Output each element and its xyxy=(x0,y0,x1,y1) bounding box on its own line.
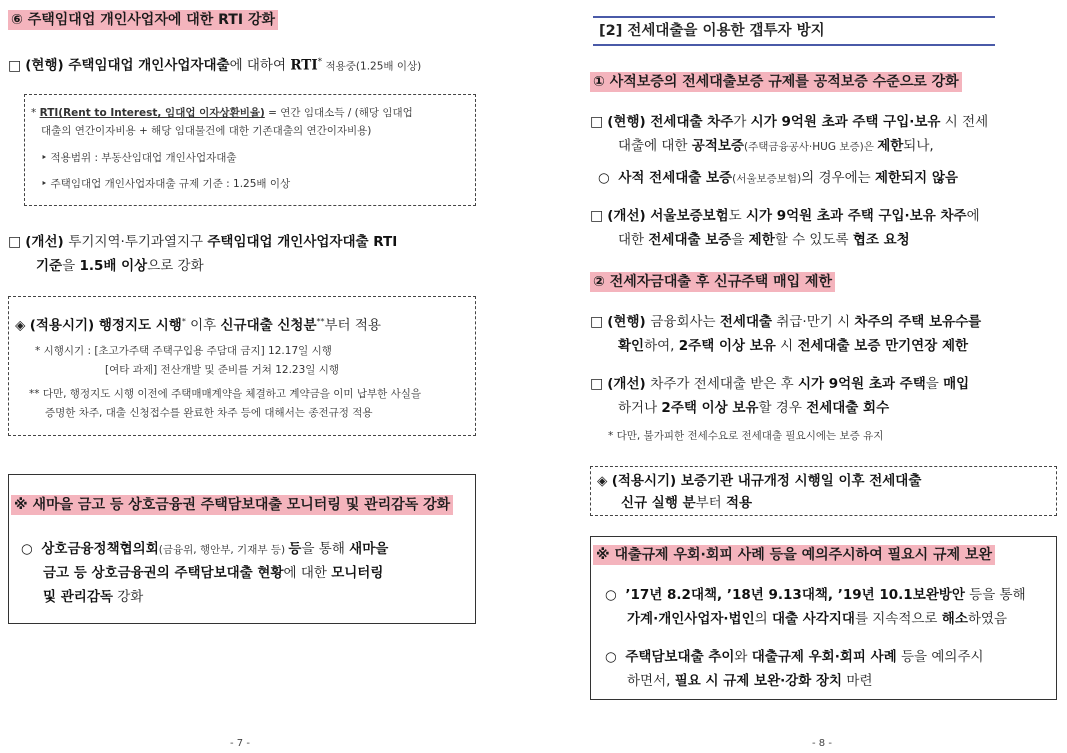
rti-definition-line1: * RTI(Rent to Interest, 임대업 이자상환비율) = 연간 임대소득 / (해당 임대업 xyxy=(31,107,413,119)
page-number-right: - 8 - xyxy=(812,738,832,749)
square-bullet-icon: □ xyxy=(590,208,604,224)
timing-note-3: ** 다만, 행정지도 시행 이전에 주택매매계약을 체결하고 계약금을 이미 납부한 사실을 xyxy=(29,388,422,400)
supplement-line2: 가계·개인사업자·법인의 대출 사각지대를 지속적으로 해소하였음 xyxy=(627,611,1007,627)
monitoring-heading: ※ 새마을 금고 등 상호금융권 주택담보대출 모니터링 및 관리감독 강화 xyxy=(11,495,453,515)
supplement-line3: ○ 주택담보대출 추이와 대출규제 우회·회피 사례 등을 예의주시 xyxy=(605,649,984,665)
rti-definition-box xyxy=(24,94,476,206)
rti-scope: ‣ 적용범위 : 부동산임대업 개인사업자대출 xyxy=(41,152,237,164)
application-timing-box xyxy=(8,296,476,436)
square-bullet-icon: □ xyxy=(590,376,604,392)
section-title-gap-investment: [2] 전세대출을 이용한 갭투자 방지 xyxy=(593,16,995,46)
current-house-count-paragraph-cont: 확인하여, 2주택 이상 보유 시 전세대출 보증 만기연장 제한 xyxy=(618,338,969,354)
improved-jeonse-paragraph-cont: 대한 전세대출 보증을 제한할 수 있도록 협조 요청 xyxy=(618,232,910,248)
current-jeonse-paragraph: □ (현행) 전세대출 차주가 시가 9억원 초과 주택 구입·보유 시 전세 xyxy=(590,114,989,130)
improved-jeonse-paragraph: □ (개선) 서울보증보험도 시가 9억원 초과 주택 구입·보유 차주에 xyxy=(590,208,980,224)
application-timing-text: ◈ (적용시기) 행정지도 시행* 이후 신규대출 신청분**부터 적용 xyxy=(15,317,381,334)
page-number-left: - 7 - xyxy=(230,738,250,749)
timing-note-1: * 시행시기 : [초고가주택 주택구입용 주담대 금지] 12.17일 시행 xyxy=(35,345,332,357)
regulation-supplement-box xyxy=(590,536,1057,700)
monitoring-line3: 및 관리감독 강화 xyxy=(43,589,144,605)
right-timing-line2: 신규 실행 분부터 적용 xyxy=(621,495,753,511)
right-application-timing-box xyxy=(590,466,1057,516)
circle-bullet-icon: ○ xyxy=(598,170,610,186)
square-bullet-icon: □ xyxy=(8,57,22,74)
section-heading-rti: ⑥ 주택임대업 개인사업자에 대한 RTI 강화 xyxy=(8,10,278,30)
guarantee-exception-note: * 다만, 불가피한 전세수요로 전세대출 필요시에는 보증 유지 xyxy=(608,430,884,442)
section-heading-private-guarantee: ① 사적보증의 전세대출보증 규제를 공적보증 수준으로 강화 xyxy=(590,72,962,92)
current-house-count-paragraph: □ (현행) 금융회사는 전세대출 취급·만기 시 차주의 주택 보유수를 xyxy=(590,314,982,330)
square-bullet-icon: □ xyxy=(590,114,604,130)
monitoring-line1: ○ 상호금융정책협의회(금융위, 행안부, 기재부 등) 등을 통해 새마을 xyxy=(21,541,389,557)
diamond-bullet-icon: ◈ xyxy=(597,473,608,489)
circle-bullet-icon: ○ xyxy=(605,587,617,603)
improved-rti-paragraph: □ (개선) 투기지역·투기과열지구 주택임대업 개인사업자대출 RTI xyxy=(8,234,398,250)
circle-bullet-icon: ○ xyxy=(21,541,33,557)
right-timing-line1: ◈ (적용시기) 보증기관 내규개정 시행일 이후 전세대출 xyxy=(597,473,922,489)
timing-note-2: [여타 과제] 전산개발 및 준비를 거쳐 12.23일 시행 xyxy=(105,364,340,376)
improved-house-purchase-paragraph: □ (개선) 차주가 전세대출 받은 후 시가 9억원 초과 주택을 매입 xyxy=(590,376,970,392)
current-jeonse-paragraph-cont: 대출에 대한 공적보증(주택금융공사·HUG 보증)은 제한되나, xyxy=(618,138,934,154)
timing-note-4: 증명한 차주, 대출 신청접수를 완료한 차주 등에 대해서는 종전규정 적용 xyxy=(45,407,373,419)
improved-rti-paragraph-cont: 기준을 1.5배 이상으로 강화 xyxy=(36,258,204,274)
circle-bullet-icon: ○ xyxy=(605,649,617,665)
private-guarantee-paragraph: ○ 사적 전세대출 보증(서울보증보험)의 경우에는 제한되지 않음 xyxy=(598,170,958,186)
rti-definition-line2: 대출의 연간이자비용 + 해당 임대물건에 대한 기존대출의 연간이자비용) xyxy=(41,125,372,137)
square-bullet-icon: □ xyxy=(8,234,22,250)
improved-house-purchase-paragraph-cont: 하거나 2주택 이상 보유할 경우 전세대출 회수 xyxy=(618,400,890,416)
rti-threshold: ‣ 주택임대업 개인사업자대출 규제 기준 : 1.25배 이상 xyxy=(41,178,291,190)
section-heading-new-house: ② 전세자금대출 후 신규주택 매입 제한 xyxy=(590,272,835,292)
saemaeul-monitoring-box xyxy=(8,474,476,624)
diamond-bullet-icon: ◈ xyxy=(15,317,26,334)
supplement-line1: ○ ’17년 8.2대책, ’18년 9.13대책, ’19년 10.1보완방안 등을 통해 xyxy=(605,587,1026,603)
current-rti-paragraph: □ (현행) 주택임대업 개인사업자대출에 대하여 RTI* 적용중(1.25배 이상) xyxy=(8,57,422,74)
supplement-line4: 하면서, 필요 시 규제 보완·강화 장치 마련 xyxy=(627,673,873,689)
regulation-supplement-heading: ※ 대출규제 우회·회피 사례 등을 예의주시하여 필요시 규제 보완 xyxy=(593,545,995,565)
square-bullet-icon: □ xyxy=(590,314,604,330)
monitoring-line2: 금고 등 상호금융권의 주택담보대출 현황에 대한 모니터링 xyxy=(43,565,384,581)
